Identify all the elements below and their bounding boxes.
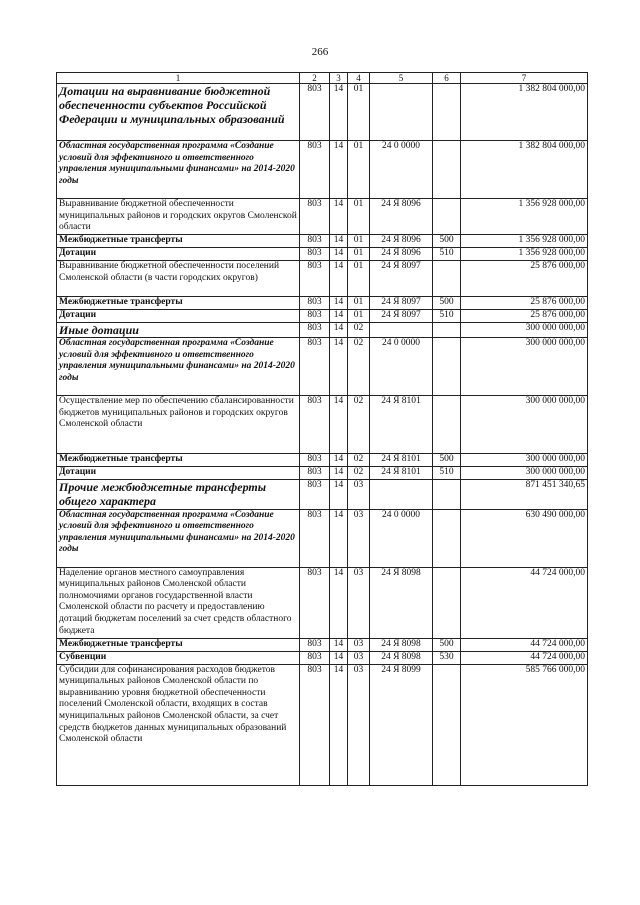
column-header: 6 [433,73,461,84]
table-row [57,235,588,248]
column-header: 1 [57,73,300,84]
row-expense-type: 510 [433,467,461,480]
row-name: Межбюджетные трансферты [57,638,300,651]
row-amount: 1 356 928 000,00 [461,199,588,235]
row-name: Прочие межбюджетные трансферты общего характера [57,480,300,509]
row-section: 14 [330,651,348,664]
row-expense-type [433,323,461,338]
row-name: Дотации [57,248,300,261]
row-amount: 300 000 000,00 [461,396,588,454]
row-expense-type [433,199,461,235]
table-row [57,323,588,338]
table-row [57,338,588,396]
row-target-item: 24 Я 8097 [370,310,433,323]
row-subsection: 02 [348,396,370,454]
table-header-row [57,73,588,84]
row-name: Областная государственная программа «Создание условий для эффективного и ответственного управления муниципальными финансами» на 2014-2020 годы [57,141,300,199]
row-name: Дотации [57,467,300,480]
row-section: 14 [330,396,348,454]
row-target-item: 24 Я 8098 [370,567,433,638]
row-admin-code: 803 [300,396,330,454]
row-amount: 44 724 000,00 [461,651,588,664]
row-section: 14 [330,248,348,261]
table-row [57,480,588,509]
table-row [57,664,588,785]
column-header: 7 [461,73,588,84]
row-section: 14 [330,323,348,338]
row-target-item [370,323,433,338]
row-amount: 1 382 804 000,00 [461,84,588,141]
row-admin-code: 803 [300,664,330,785]
row-name: Наделение органов местного самоуправления муниципальных районов Смоленской области полномочиями органов государственной власти Смоленской области по расчету и предоставлению дотаций бюджетам поселений за счет средств областного бюджета [57,567,300,638]
row-section: 14 [330,338,348,396]
row-subsection: 01 [348,199,370,235]
row-name: Выравнивание бюджетной обеспеченности муниципальных районов и городских округов Смоленской области [57,199,300,235]
row-subsection: 01 [348,248,370,261]
page-number: 266 [311,46,329,58]
row-admin-code: 803 [300,141,330,199]
row-amount: 25 876 000,00 [461,310,588,323]
row-admin-code: 803 [300,338,330,396]
row-name: Осуществление мер по обеспечению сбалансированности бюджетов муниципальных районов и городских округов Смоленской области [57,396,300,454]
row-expense-type [433,664,461,785]
row-subsection: 03 [348,480,370,509]
row-amount: 300 000 000,00 [461,454,588,467]
row-target-item [370,480,433,509]
row-admin-code: 803 [300,248,330,261]
row-subsection: 01 [348,141,370,199]
row-target-item: 24 Я 8101 [370,396,433,454]
row-section: 14 [330,664,348,785]
row-name: Иные дотации [57,323,300,338]
row-section: 14 [330,480,348,509]
row-target-item: 24 0 0000 [370,338,433,396]
table-row [57,467,588,480]
row-subsection: 02 [348,323,370,338]
row-admin-code: 803 [300,509,330,567]
table-row [57,638,588,651]
row-amount: 44 724 000,00 [461,567,588,638]
row-expense-type [433,338,461,396]
row-target-item: 24 0 0000 [370,509,433,567]
row-subsection: 03 [348,651,370,664]
row-admin-code: 803 [300,467,330,480]
row-amount: 25 876 000,00 [461,261,588,297]
row-name: Межбюджетные трансферты [57,235,300,248]
row-expense-type: 500 [433,235,461,248]
row-admin-code: 803 [300,199,330,235]
table-row [57,651,588,664]
row-subsection: 01 [348,297,370,310]
row-target-item: 24 Я 8097 [370,261,433,297]
row-subsection: 03 [348,638,370,651]
row-amount: 1 382 804 000,00 [461,141,588,199]
row-section: 14 [330,509,348,567]
row-amount: 630 490 000,00 [461,509,588,567]
row-target-item: 24 Я 8098 [370,638,433,651]
row-section: 14 [330,454,348,467]
row-admin-code: 803 [300,638,330,651]
row-amount: 44 724 000,00 [461,638,588,651]
column-header: 2 [300,73,330,84]
row-target-item: 24 Я 8101 [370,454,433,467]
row-expense-type [433,480,461,509]
row-admin-code: 803 [300,480,330,509]
row-section: 14 [330,261,348,297]
row-target-item: 24 Я 8099 [370,664,433,785]
budget-table [56,72,588,786]
row-subsection: 01 [348,235,370,248]
row-amount: 300 000 000,00 [461,323,588,338]
row-section: 14 [330,235,348,248]
row-admin-code: 803 [300,297,330,310]
row-section: 14 [330,297,348,310]
column-header: 4 [348,73,370,84]
row-amount: 871 451 340,65 [461,480,588,509]
row-admin-code: 803 [300,651,330,664]
row-amount: 1 356 928 000,00 [461,248,588,261]
row-expense-type [433,141,461,199]
row-subsection: 02 [348,467,370,480]
row-target-item: 24 0 0000 [370,141,433,199]
table-row [57,310,588,323]
row-subsection: 01 [348,84,370,141]
row-name: Дотации на выравнивание бюджетной обеспеченности субъектов Российской Федерации и муниципальных образований [57,84,300,141]
row-target-item: 24 Я 8097 [370,297,433,310]
row-subsection: 03 [348,509,370,567]
row-admin-code: 803 [300,323,330,338]
table-row [57,454,588,467]
row-name: Областная государственная программа «Создание условий для эффективного и ответственного управления муниципальными финансами» на 2014-2020 годы [57,509,300,567]
row-section: 14 [330,141,348,199]
row-amount: 300 000 000,00 [461,338,588,396]
row-expense-type [433,509,461,567]
row-name: Выравнивание бюджетной обеспеченности поселений Смоленской области (в части городских округов) [57,261,300,297]
table-row [57,567,588,638]
row-amount: 585 766 000,00 [461,664,588,785]
row-target-item: 24 Я 8098 [370,651,433,664]
row-section: 14 [330,638,348,651]
column-header: 3 [330,73,348,84]
row-target-item [370,84,433,141]
row-admin-code: 803 [300,84,330,141]
row-admin-code: 803 [300,261,330,297]
table-row [57,396,588,454]
row-section: 14 [330,567,348,638]
row-section: 14 [330,310,348,323]
table-row [57,141,588,199]
row-subsection: 03 [348,664,370,785]
row-expense-type: 500 [433,638,461,651]
row-subsection: 03 [348,567,370,638]
row-name: Субсидии для софинансирования расходов бюджетов муниципальных районов Смоленской области по выравниванию уровня бюджетной обеспеченности поселений Смоленской области, входящих в состав муниципальных районов Смоленской области, за счет средств бюджетов данных муниципальных образований Смоленской области [57,664,300,785]
table-row [57,248,588,261]
row-target-item: 24 Я 8096 [370,199,433,235]
row-admin-code: 803 [300,235,330,248]
row-subsection: 01 [348,310,370,323]
row-name: Дотации [57,310,300,323]
row-expense-type [433,567,461,638]
row-name: Субвенции [57,651,300,664]
row-expense-type: 500 [433,454,461,467]
row-expense-type: 530 [433,651,461,664]
row-section: 14 [330,199,348,235]
row-target-item: 24 Я 8096 [370,248,433,261]
row-expense-type: 510 [433,248,461,261]
row-amount: 300 000 000,00 [461,467,588,480]
row-amount: 1 356 928 000,00 [461,235,588,248]
row-admin-code: 803 [300,454,330,467]
table-row [57,509,588,567]
row-target-item: 24 Я 8101 [370,467,433,480]
row-subsection: 02 [348,338,370,396]
row-name: Областная государственная программа «Создание условий для эффективного и ответственного управления муниципальными финансами» на 2014-2020 годы [57,338,300,396]
table-row [57,199,588,235]
table-row [57,297,588,310]
row-section: 14 [330,84,348,141]
row-admin-code: 803 [300,567,330,638]
row-admin-code: 803 [300,310,330,323]
row-subsection: 02 [348,454,370,467]
row-name: Межбюджетные трансферты [57,297,300,310]
table-row [57,261,588,297]
table-row [57,84,588,141]
row-expense-type [433,396,461,454]
row-subsection: 01 [348,261,370,297]
row-name: Межбюджетные трансферты [57,454,300,467]
row-amount: 25 876 000,00 [461,297,588,310]
row-expense-type: 500 [433,297,461,310]
row-section: 14 [330,467,348,480]
column-header: 5 [370,73,433,84]
row-expense-type [433,84,461,141]
row-expense-type [433,261,461,297]
row-target-item: 24 Я 8096 [370,235,433,248]
row-expense-type: 510 [433,310,461,323]
